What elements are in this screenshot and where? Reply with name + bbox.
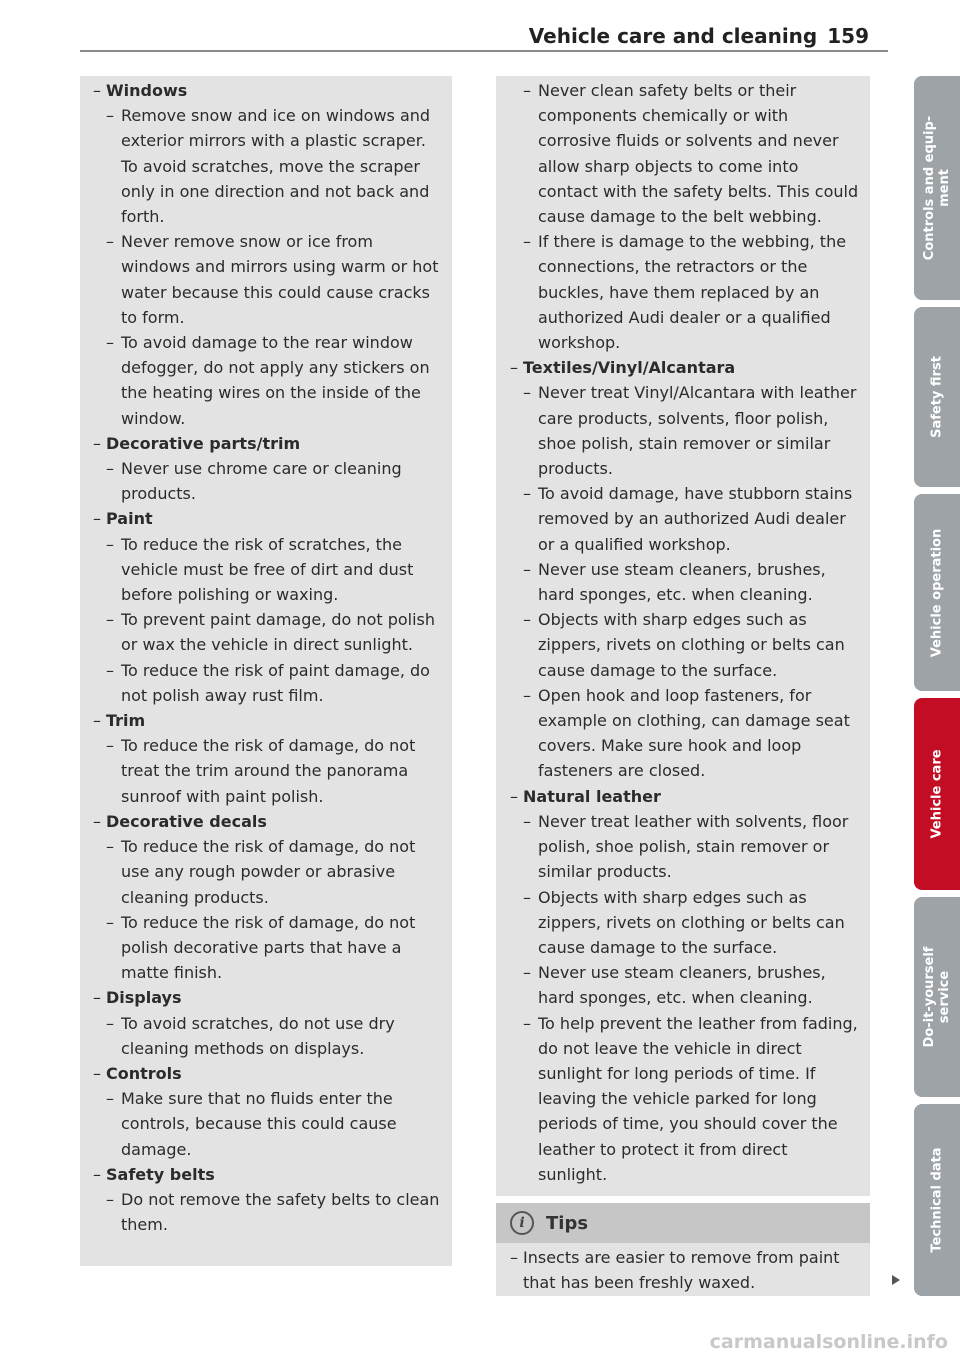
- dash-bullet: –: [523, 811, 531, 831]
- dash-bullet: –: [510, 358, 518, 378]
- tab-do-it-yourself-service[interactable]: [914, 897, 960, 1097]
- dash-bullet: –: [106, 660, 114, 680]
- item-text: Never treat Vinyl/Alcantara with leather care products, solvents, floor polish, shoe polish, stain remover or similar products.: [538, 383, 857, 479]
- item-text: Never use chrome care or cleaning products.: [121, 459, 402, 504]
- section-heading: [93, 78, 440, 103]
- dash-bullet: –: [523, 559, 531, 579]
- dash-bullet: –: [523, 1013, 531, 1033]
- watermark: carmanualsonline.info: [709, 1331, 948, 1353]
- heading-text: Windows: [106, 81, 188, 100]
- list-item: [510, 885, 860, 961]
- dash-bullet: –: [93, 509, 101, 529]
- heading-text: Safety belts: [106, 1164, 215, 1184]
- tab-controls-and-equipment[interactable]: [914, 76, 960, 300]
- item-text: Never treat leather with solvents, floor polish, shoe polish, stain remover or similar products.: [538, 811, 849, 882]
- item-text: To help prevent the leather from fading, do not leave the vehicle in direct sunlight for long periods of time. If leaving the vehicle parked for long periods of time, you should cover the leather to protect it from direct sunlight.: [538, 1013, 858, 1184]
- item-text: To prevent paint damage, do not polish or wax the vehicle in direct sunlight.: [121, 610, 436, 655]
- heading-text: Controls: [106, 1063, 182, 1083]
- tab-label: Vehicle operation: [929, 528, 945, 657]
- dash-bullet: –: [523, 232, 531, 252]
- continue-arrow-icon: [892, 1275, 900, 1285]
- list-item: [93, 456, 440, 506]
- item-text: To reduce the risk of damage, do not use any rough powder or abrasive cleaning products.: [121, 837, 416, 907]
- section-heading: [93, 1162, 440, 1187]
- tab-label: Controls and equip- ment: [922, 115, 952, 261]
- list-item: [510, 960, 860, 1010]
- dash-bullet: –: [93, 1063, 101, 1083]
- section-heading: [93, 431, 440, 456]
- list-item: [510, 683, 860, 784]
- item-text: To reduce the risk of damage, do not polish decorative parts that have a matte finish.: [121, 912, 416, 983]
- list-item: [510, 380, 860, 481]
- dash-bullet: –: [523, 383, 531, 403]
- dash-bullet: –: [106, 1089, 114, 1109]
- heading-text: Decorative decals: [106, 811, 267, 831]
- item-text: Never clean safety belts or their components chemically or with corrosive fluids or solvents and never allow sharp objects to come into contact with the safety belts. This could cause damage to the belt webbing.: [538, 81, 859, 227]
- item-text: Objects with sharp edges such as zippers, rivets on clothing or belts can cause damage to the surface.: [538, 610, 845, 680]
- list-item: [93, 910, 440, 986]
- tab-label: Technical data: [929, 1147, 945, 1253]
- dash-bullet: –: [106, 333, 114, 353]
- item-text: Never remove snow or ice from windows and mirrors using warm or hot water because this could cause cracks to form.: [121, 232, 439, 327]
- heading-text: Displays: [106, 988, 182, 1008]
- heading-text: Paint: [106, 509, 153, 529]
- dash-bullet: –: [106, 736, 114, 756]
- list-item: [93, 532, 440, 608]
- section-heading: [510, 784, 860, 809]
- list-item: [510, 809, 860, 885]
- tips-item: – Insects are easier to remove from paint that has been freshly waxed.: [510, 1248, 840, 1293]
- list-item: [93, 1086, 440, 1162]
- list-item: [93, 1187, 440, 1237]
- item-text: Objects with sharp edges such as zippers, rivets on clothing or belts can cause damage to the surface.: [538, 887, 845, 957]
- dash-bullet: –: [523, 610, 531, 630]
- section-title: Vehicle care and cleaning: [528, 24, 818, 48]
- section-heading: [93, 708, 440, 733]
- dash-bullet: –: [93, 711, 101, 731]
- tips-header: [496, 1203, 870, 1243]
- left-column-box: [80, 76, 452, 1266]
- list-item: [93, 607, 440, 657]
- list-item: [510, 1011, 860, 1187]
- list-item: [510, 557, 860, 607]
- item-text: Remove snow and ice on windows and exterior mirrors with a plastic scraper. To avoid scratches, move the scraper only in one direction and not back and forth.: [121, 106, 431, 227]
- item-text: Never use steam cleaners, brushes, hard sponges, etc. when cleaning.: [538, 559, 826, 605]
- item-text: Never use steam cleaners, brushes, hard sponges, etc. when cleaning.: [538, 963, 826, 1008]
- item-text: Open hook and loop fasteners, for example on clothing, can damage seat covers. Make sure hook and loop fasteners are closed.: [538, 685, 850, 781]
- tab-safety-first[interactable]: [914, 307, 960, 487]
- dash-bullet: –: [523, 685, 531, 705]
- dash-bullet: –: [106, 232, 114, 252]
- list-item: [510, 229, 860, 355]
- item-text: Do not remove the safety belts to clean them.: [121, 1189, 440, 1235]
- list-item: [93, 103, 440, 229]
- dash-bullet: –: [106, 912, 114, 932]
- dash-bullet: –: [93, 988, 101, 1008]
- dash-bullet: –: [523, 887, 531, 907]
- header-rule: [80, 50, 888, 52]
- item-text: Make sure that no fluids enter the controls, because this could cause damage.: [121, 1089, 397, 1159]
- item-text: If there is damage to the webbing, the connections, the retractors or the buckles, have them replaced by an authorized Audi dealer or a qualified workshop.: [538, 232, 847, 353]
- dash-bullet: –: [106, 610, 114, 630]
- dash-bullet: –: [523, 484, 531, 504]
- tab-vehicle-operation[interactable]: [914, 494, 960, 691]
- list-item: [93, 330, 440, 431]
- dash-bullet: –: [106, 837, 114, 857]
- heading-text: Trim: [106, 711, 146, 731]
- dash-bullet: –: [93, 81, 101, 100]
- dash-bullet: –: [93, 1164, 101, 1184]
- section-heading: [93, 1061, 440, 1086]
- dash-bullet: –: [106, 1013, 114, 1033]
- dash-bullet: –: [106, 106, 114, 126]
- item-text: To reduce the risk of paint damage, do not polish away rust film.: [121, 660, 430, 705]
- section-heading: [93, 985, 440, 1010]
- tab-label: Do-it-yourself service: [922, 946, 952, 1048]
- list-item: [93, 733, 440, 809]
- item-text: To avoid damage to the rear window defogger, do not apply any stickers on the heating wires on the inside of the window.: [121, 333, 430, 428]
- tab-label: Vehicle care: [929, 749, 945, 839]
- page-header: [529, 24, 869, 48]
- tab-vehicle-care[interactable]: [914, 698, 960, 890]
- list-item: [93, 1011, 440, 1061]
- tips-body: [496, 1243, 870, 1296]
- dash-bullet: –: [106, 459, 114, 479]
- heading-text: Textiles/Vinyl/Alcantara: [523, 358, 736, 378]
- tips-label: Tips: [546, 1212, 589, 1234]
- dash-bullet: –: [106, 1189, 114, 1209]
- item-text: To reduce the risk of damage, do not treat the trim around the panorama sunroof with paint polish.: [121, 736, 416, 806]
- list-item: [93, 834, 440, 910]
- section-heading: [510, 355, 860, 380]
- item-text: To avoid scratches, do not use dry cleaning methods on displays.: [121, 1013, 395, 1058]
- heading-text: Natural leather: [523, 786, 661, 806]
- dash-bullet: –: [523, 81, 531, 100]
- right-column-box: [496, 76, 870, 1196]
- list-item: [510, 607, 860, 683]
- dash-bullet: –: [93, 811, 101, 831]
- tab-technical-data[interactable]: [914, 1104, 960, 1296]
- dash-bullet: –: [523, 963, 531, 983]
- item-text: To reduce the risk of scratches, the vehicle must be free of dirt and dust before polishing or waxing.: [121, 534, 414, 605]
- dash-bullet: –: [93, 433, 101, 453]
- dash-bullet: –: [106, 534, 114, 554]
- list-item: [93, 229, 440, 330]
- tab-label: Safety first: [929, 356, 945, 438]
- heading-text: Decorative parts/trim: [106, 433, 301, 453]
- info-icon: i: [510, 1211, 534, 1235]
- dash-bullet: –: [510, 786, 518, 806]
- list-item: [510, 481, 860, 557]
- section-heading: [93, 809, 440, 834]
- section-heading: [93, 506, 440, 531]
- item-text: To avoid damage, have stubborn stains removed by an authorized Audi dealer or a qualified workshop.: [538, 484, 853, 554]
- list-item: [510, 78, 860, 229]
- list-item: [93, 658, 440, 708]
- page-number: 159: [827, 24, 869, 48]
